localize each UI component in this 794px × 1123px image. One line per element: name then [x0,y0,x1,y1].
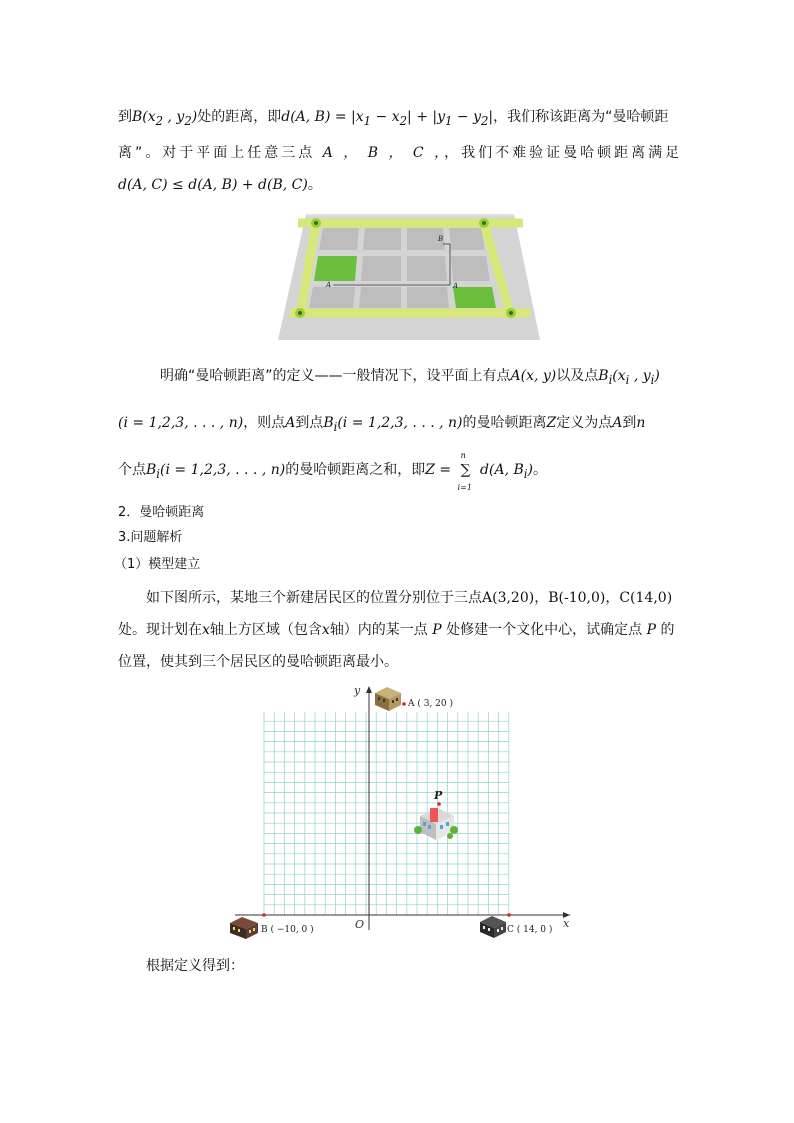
math-three-points: A ， B ， C ， [322,145,445,161]
para2-text-f: 定义为点 [556,415,613,431]
math-p2: P [646,622,657,638]
para1-line3 [118,175,322,195]
math-triangle-inequality: d(A, C) ≤ d(A, B) + d(B, C) [118,177,308,193]
math-point-axy: A(x, y) [510,368,557,384]
para2-text-h: 个点 [118,462,146,478]
para2-line1 [160,366,660,390]
origin-label: O [355,918,365,931]
para1-text-l2: 离”。对于平面上任意三点 [118,145,316,161]
label-point-b: B ( −10, 0 ) [261,925,314,935]
math-x2: x [321,622,330,638]
city-grid-figure [278,208,540,340]
fig1-label-a2: A [453,282,459,290]
para2-text-e: 的曼哈顿距离 [462,415,547,431]
math-x1: x [202,622,210,638]
building-a-icon [375,687,401,711]
para1-line1 [118,107,668,131]
math-distance-formula: d(A, $B) = |x_1 - x_2| + |y_1 - y_2|$ [281,109,494,128]
y-axis-label: y [354,684,361,697]
label-point-a: A ( 3, 20 ) [408,699,454,709]
para2-text-d: 到点 [295,415,324,431]
para1-text-b: 处的距离，即 [197,109,282,125]
para3-text-a: 如下图所示，某地三个新建居民区的位置分别位于三点 [146,590,482,606]
math-bi-range: $B_i(i = 1,2,3$, . . . , n) [323,415,463,434]
math-index-range: (i = 1,2,3, . . . , n) [118,415,244,431]
math-a2: A [612,415,623,431]
para1-line2 [118,143,682,163]
x-axis-label: x [563,917,570,930]
closing-text: 根据定义得到： [146,958,244,974]
building-b-icon [230,917,258,939]
para2-text-i: 的曼哈顿距离之和，即 [285,462,426,478]
para3-text-c: 轴上方区域（包含 [209,622,322,638]
para2-text-b: 以及点 [556,368,599,384]
math-n: n [636,415,646,431]
point-b-coords: B(-10,0) [548,590,606,606]
para2-text-a: 明确“曼哈顿距离”的定义——一般情况下，设平面上有点 [160,368,511,384]
heading-2: 2．曼哈顿距离 [118,505,205,520]
heading-3-1: （1）模型建立 [114,557,201,572]
grid-lines [264,712,509,915]
para3-line3: 位置，使其到三个居民区的曼哈顿距离最小。 [118,654,398,670]
label-point-c: C ( 14, 0 ) [507,925,553,935]
para1-text-c: ，我们称该距离为“曼哈顿距 [493,109,669,125]
para2-text-end: 。 [532,462,547,478]
math-z: Z [546,415,557,431]
math-point-bi: $B_i(x_i$ , $y_i$) [598,368,660,387]
fig1-label-a1: A [326,281,332,289]
fig1-label-b: B [438,235,444,243]
para3-line1: 如下图所示，某地三个新建居民区的位置分别位于三点A(3,20)，B(-10,0)，C(14,0) [146,590,673,606]
para3-line2 [118,620,674,640]
math-p1: P [432,622,442,638]
heading-3: 3.问题解析 [118,530,183,545]
building-c-icon [480,916,506,938]
para2-line2 [118,413,645,437]
label-point-p: P [434,789,443,802]
math-a: A [285,415,296,431]
math-point-b: $B(x_2$ , $y_2$) [132,109,198,128]
para3-text-d: 轴）内的某一点 [329,622,428,638]
para2-text-g: 到 [622,415,637,431]
point-a-coords: A(3,20) [482,590,535,606]
para3-text-e: 处修建一个文化中心，试确定点 [446,622,643,638]
para1-text-l2b: ，我们不难验证曼哈顿距离满足 [444,145,683,161]
math-bi-range2: $B_i(i = 1,2,3$, . . . , n) [146,462,286,481]
para2-text-c: ，则点 [243,415,286,431]
math-sum-formula: Z = ∑ n i=1 d(A, $B_i$) [425,451,533,492]
coordinate-figure [225,682,575,944]
para3-text-b: 处。现计划在 [118,622,202,638]
para1-text-a: 到 [118,109,132,125]
point-c-coords: C(14,0) [619,590,673,606]
para1-text-end: 。 [307,177,322,193]
para2-line3 [118,451,547,492]
para3-text-f: 的 [660,622,675,638]
